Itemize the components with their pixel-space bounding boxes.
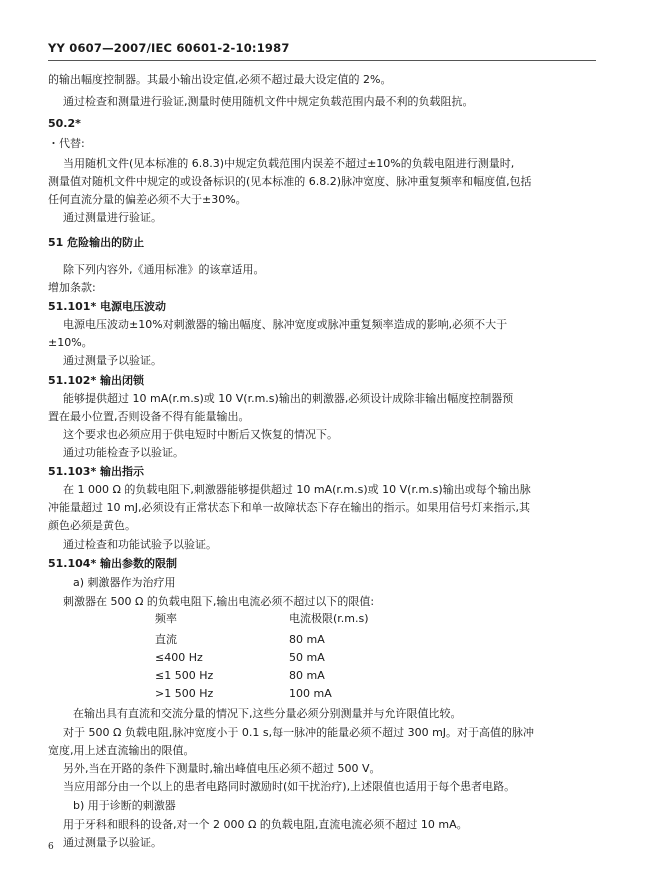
body-line: 冲能量超过 10 mJ,必须设有正常状态下和单一故障状态下存在输出的指示。如果用信号灯来指示,其	[48, 501, 530, 514]
list-item: a) 刺激器作为治疗用	[73, 576, 176, 589]
body-line: 另外,当在开路的条件下测量时,输出峰值电压必须不超过 500 V。	[63, 762, 381, 775]
body-line: 电源电压波动±10%对刺激器的输出幅度、脉冲宽度或脉冲重复频率造成的影响,必须不大于	[63, 318, 508, 331]
body-line: 测量值对随机文件中规定的或设备标识的(见本标准的 6.8.2)脉冲宽度、脉冲重复频率和幅度值,包括	[48, 175, 532, 188]
body-line: 能够提供超过 10 mA(r.m.s)或 10 V(r.m.s)输出的刺激器,必须设计成除非输出幅度控制器预	[63, 392, 514, 405]
body-line: 增加条款:	[48, 281, 96, 294]
header-rule	[48, 60, 596, 61]
table-cell: 直流	[155, 633, 177, 646]
body-line: 通过检查和功能试验予以验证。	[63, 538, 217, 551]
table-cell: 100 mA	[289, 687, 332, 700]
table-cell: ≤1 500 Hz	[155, 669, 214, 682]
body-line: 在输出具有直流和交流分量的情况下,这些分量必须分别测量并与允许限值比较。	[73, 707, 462, 720]
list-item: b) 用于诊断的刺激器	[73, 799, 176, 812]
body-line: 除下列内容外,《通用标准》的该章适用。	[63, 263, 265, 276]
body-line: 对于 500 Ω 负载电阻,脉冲宽度小于 0.1 s,每一脉冲的能量必须不超过 300 mJ。对于高值的脉冲	[63, 726, 535, 739]
clause-number: 50.2*	[48, 117, 81, 130]
table-cell: ≤400 Hz	[155, 651, 203, 664]
body-line: 当应用部分由一个以上的患者电路同时激励时(如干扰治疗),上述限值也适用于每个患者电路。	[63, 780, 516, 793]
page-number: 6	[48, 842, 54, 852]
body-line: ・代替:	[48, 137, 85, 150]
body-line: 颜色必须是黄色。	[48, 519, 136, 532]
body-line: 置在最小位置,否则设备不得有能量输出。	[48, 410, 250, 423]
body-line: 宽度,用上述直流输出的限值。	[48, 744, 195, 757]
body-line: ±10%。	[48, 336, 93, 349]
body-line: 任何直流分量的偏差必须不大于±30%。	[48, 193, 247, 206]
body-line: 通过测量予以验证。	[63, 836, 162, 849]
table-header-frequency: 频率	[155, 612, 177, 625]
body-line: 通过功能检查予以验证。	[63, 446, 184, 459]
table-cell: 80 mA	[289, 633, 325, 646]
clause-heading: 51.103* 输出指示	[48, 465, 145, 478]
body-line: 刺激器在 500 Ω 的负载电阻下,输出电流必须不超过以下的限值:	[63, 595, 375, 608]
clause-heading: 51.101* 电源电压波动	[48, 300, 167, 313]
body-line: 通过测量进行验证。	[63, 211, 162, 224]
table-header-current: 电流极限(r.m.s)	[289, 612, 369, 625]
body-line: 用于牙科和眼科的设备,对一个 2 000 Ω 的负载电阻,直流电流必须不超过 10 mA。	[63, 818, 468, 831]
body-line: 在 1 000 Ω 的负载电阻下,刺激器能够提供超过 10 mA(r.m.s)或 10 V(r.m.s)输出或每个输出脉	[63, 483, 531, 496]
clause-heading: 51.104* 输出参数的限制	[48, 557, 178, 570]
table-cell: 80 mA	[289, 669, 325, 682]
body-line: 通过测量予以验证。	[63, 354, 162, 367]
clause-heading: 51.102* 输出闭锁	[48, 374, 145, 387]
body-line: 的输出幅度控制器。其最小输出设定值,必须不超过最大设定值的 2%。	[48, 73, 392, 86]
table-cell: >1 500 Hz	[155, 687, 214, 700]
body-line: 当用随机文件(见本标准的 6.8.3)中规定负载范围内误差不超过±10%的负载电阻进行测量时,	[63, 157, 515, 170]
body-line: 这个要求也必须应用于供电短时中断后又恢复的情况下。	[63, 428, 338, 441]
section-heading: 51 危险输出的防止	[48, 236, 145, 249]
body-line: 通过检查和测量进行验证,测量时使用随机文件中规定负载范围内最不利的负载阻抗。	[63, 95, 474, 108]
table-cell: 50 mA	[289, 651, 325, 664]
standard-header: YY 0607—2007/IEC 60601-2-10:1987	[48, 41, 290, 55]
